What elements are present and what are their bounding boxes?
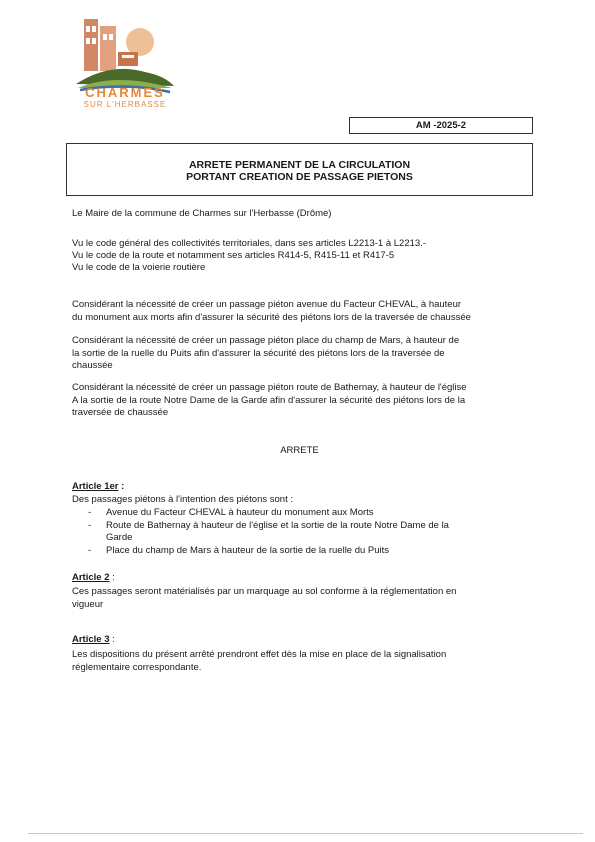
article-2-heading <box>72 572 527 585</box>
considerant-line: A la sortie de la route Notre Dame de la Garde afin d'assurer la sécurité des piétons lors de la <box>72 394 466 406</box>
crossing-list <box>88 507 528 557</box>
article-2-line: Ces passages seront matérialisés par un marquage au sol conforme à la réglementation en <box>72 586 457 597</box>
page-bottom-edge <box>28 833 583 834</box>
logo-town-subtitle: SUR L'HERBASSE <box>83 100 167 109</box>
article-2-title: Article 2 <box>72 572 110 583</box>
list-item <box>88 545 528 558</box>
mayor-intro: Le Maire de la commune de Charmes sur l'Herbasse (Drôme) <box>72 208 332 219</box>
logo-town-name: CHARMES <box>85 85 165 100</box>
article-3-title: Article 3 <box>72 634 110 645</box>
article-3-heading <box>72 634 527 647</box>
considerant-line: chaussée <box>72 360 113 371</box>
visa-line: Vu le code de la route et notamment ses articles R414-5, R415-11 et R417-5 <box>72 250 395 261</box>
list-item-text: - Place du champ de Mars à hauteur de la sortie de la ruelle du Puits <box>106 544 390 556</box>
list-item <box>88 520 528 545</box>
list-item-text: - Avenue du Facteur CHEVAL à hauteur du monument aux Morts <box>106 507 374 518</box>
article-3-line: Les dispositions du présent arrêté prendront effet dès la mise en place de la signalisation <box>72 649 447 660</box>
list-item-text: - Route de Bathernay à hauteur de l'église et la sortie de la route Notre Dame de la <box>106 519 449 531</box>
article-3-colon: : <box>109 634 115 645</box>
article-1-colon: : <box>118 481 125 492</box>
considerant-2 <box>72 335 527 373</box>
decree-reference: AM -2025-2 <box>349 117 533 134</box>
considerant-line: Considérant la nécessité de créer un passage piéton place du champ de Mars, à hauteur de <box>72 335 460 346</box>
article-2-body <box>72 586 527 611</box>
decree-title-line-2: PORTANT CREATION DE PASSAGE PIETONS <box>186 171 413 183</box>
considerant-line: Considérant la nécessité de créer un passage piéton avenue du Facteur CHEVAL, à hauteur <box>72 299 462 310</box>
article-3-body <box>72 649 527 674</box>
visa-line: Vu le code général des collectivités territoriales, dans ses articles L2213-1 à L2213.- <box>72 238 426 249</box>
considerant-3 <box>72 382 527 420</box>
considerant-line: traversée de chaussée <box>72 407 169 418</box>
article-2-colon: : <box>109 572 115 583</box>
article-2-line: vigueur <box>72 598 104 610</box>
list-item <box>88 507 528 520</box>
considerant-line: la sortie de la ruelle du Puits afin d'assurer la sécurité des piétons lors de la traversée de <box>72 347 445 359</box>
considerant-1 <box>72 299 527 324</box>
considerant-line: du monument aux morts afin d'assurer la sécurité des piétons lors de la traversée de chaussée <box>72 311 471 323</box>
considerant-line: Considérant la nécessité de créer un passage piéton route de Bathernay, à hauteur de l'église <box>72 382 467 393</box>
article-1-title: Article 1er <box>72 481 119 492</box>
visa-line: Vu le code de la voierie routière <box>72 262 206 273</box>
decree-title-box <box>66 143 533 196</box>
article-1-intro: Des passages piétons à l'intention des piétons sont : <box>72 494 293 505</box>
arrete-heading: ARRETE <box>280 445 319 456</box>
list-item-text: Garde <box>106 532 133 543</box>
article-3-line: réglementaire correspondante. <box>72 661 202 673</box>
decree-title-line-1: ARRETE PERMANENT DE LA CIRCULATION <box>188 159 411 171</box>
article-1-heading <box>72 481 527 494</box>
